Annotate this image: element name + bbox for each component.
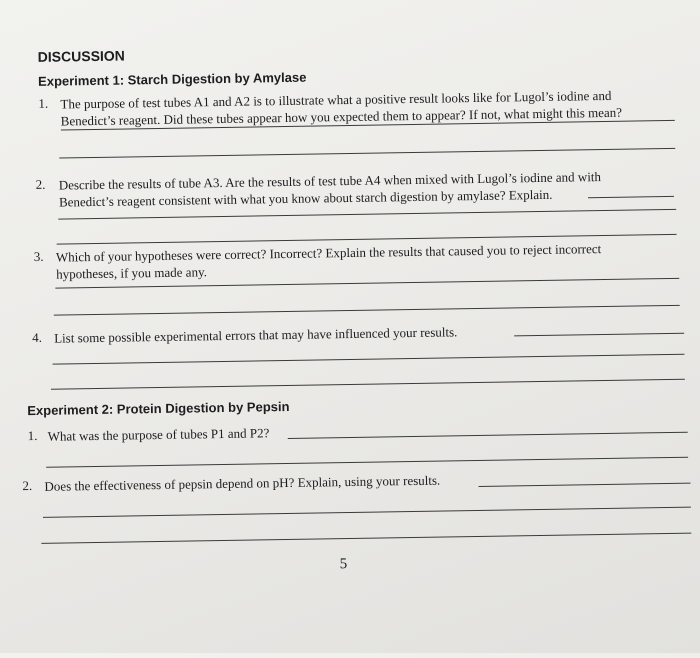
question-text [56, 240, 602, 283]
question-number: 2. [22, 478, 33, 494]
question-line: Benedict’s reagent consistent with what you know about starch digestion by amylase? Explain. [58, 186, 553, 210]
question-line: What was the purpose of tubes P1 and P2? [47, 425, 270, 444]
question-line: Does the effectiveness of pepsin depend on pH? Explain, using your results. [44, 472, 441, 494]
question-number: 1. [38, 95, 49, 111]
page-number: 5 [339, 556, 348, 573]
answer-line[interactable] [58, 209, 676, 220]
question-text [54, 323, 457, 346]
answer-line[interactable] [53, 354, 685, 365]
answer-line[interactable] [51, 379, 685, 390]
question-number: 1. [27, 427, 38, 444]
question-line: List some possible experimental errors that may have influenced your results. [54, 324, 458, 346]
answer-line[interactable] [46, 457, 688, 468]
answer-line[interactable] [479, 483, 691, 487]
answer-line[interactable] [59, 148, 675, 159]
answer-line[interactable] [288, 432, 688, 439]
experiment1-title: Experiment 1: Starch Digestion by Amylase [37, 69, 307, 89]
question-number: 4. [32, 329, 43, 345]
question-text [59, 168, 602, 211]
question-line: The purpose of test tubes A1 and A2 is to illustrate what a positive result looks like for Lugol’s iodine and [60, 87, 612, 112]
answer-line[interactable] [41, 533, 691, 544]
question-line: Benedict’s reagent. Did these tubes appear how you expected them to appear? If not, what might this mean? [60, 104, 623, 129]
question-text [48, 424, 270, 444]
question-number: 2. [35, 176, 46, 192]
answer-line[interactable] [588, 196, 674, 198]
question-text [44, 472, 440, 495]
answer-line[interactable] [43, 507, 691, 518]
question-line: Which of your hypotheses were correct? Incorrect? Explain the results that caused you to reject incorrect [55, 241, 602, 265]
question-number: 3. [33, 248, 44, 264]
question-line: Describe the results of tube A3. Are the results of test tube A4 when mixed with Lugol’s iodine and with [58, 169, 602, 193]
answer-line[interactable] [54, 305, 680, 316]
question-line: hypotheses, if you made any. [56, 264, 208, 282]
experiment2-title: Experiment 2: Protein Digestion by Pepsin [27, 398, 290, 419]
answer-line[interactable] [514, 333, 684, 337]
question-text [60, 87, 622, 130]
section-title: DISCUSSION [37, 47, 125, 65]
